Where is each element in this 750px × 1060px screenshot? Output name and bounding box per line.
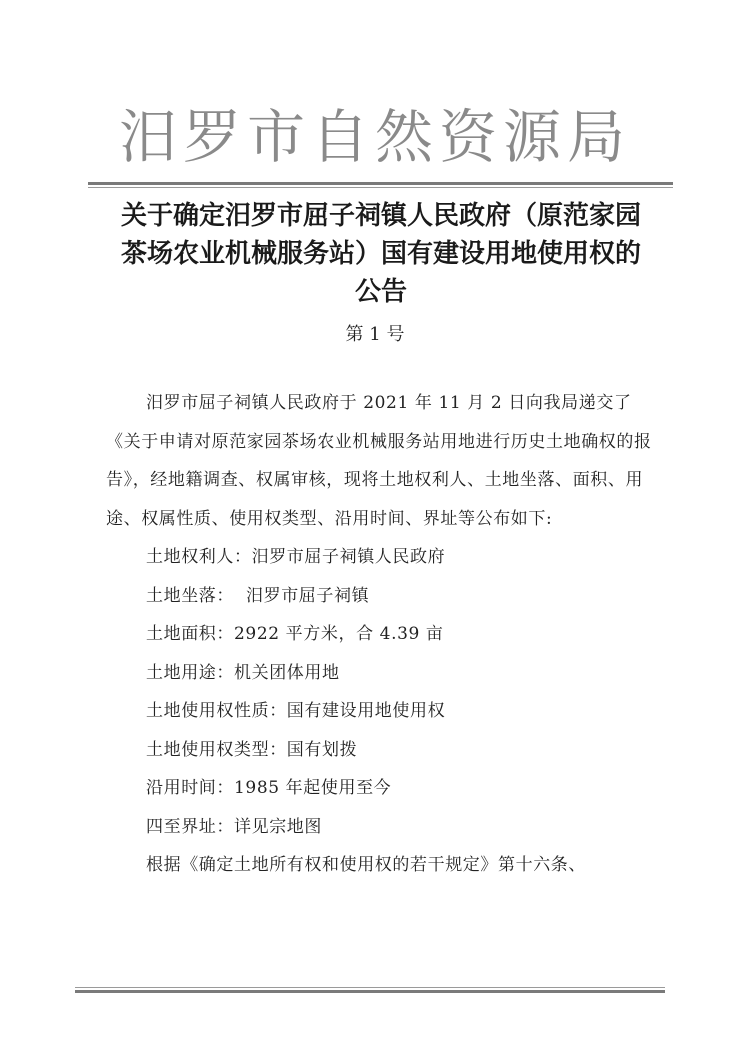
agency-masthead: 汨罗市自然资源局 xyxy=(118,103,631,171)
notice-title xyxy=(90,197,672,311)
intro-line: 汨罗市屈子祠镇人民政府于 2021 年 11 月 2 日向我局递交 xyxy=(146,393,614,413)
footer-divider-thin xyxy=(75,987,665,988)
closing-paragraph: 根据《确定土地所有权和使用权的若干规定》第十六条、 xyxy=(146,855,586,875)
footer-divider-thick xyxy=(75,990,665,993)
field-land-use: 土地用途：机关团体用地 xyxy=(146,662,340,683)
notice-title-line: 茶场农业机械服务站）国有建设用地使用权的 xyxy=(120,239,641,269)
notice-title-line: 公告 xyxy=(354,277,407,307)
header-divider-thick xyxy=(88,182,673,185)
field-land-area: 土地面积：2922 平方米，合 4.39 亩 xyxy=(146,624,444,644)
field-land-rights-holder: 土地权利人：汨罗市屈子祠镇人民政府 xyxy=(146,547,446,567)
header-divider-thin xyxy=(88,187,673,188)
intro-line: 了《关于申请对原范家园茶场农业机械服务站用地进行历史土 xyxy=(106,393,632,452)
intro-paragraph xyxy=(106,384,662,538)
intro-line: 土地坐落、面积、用途、权属性质、使用权类型、沿用时间、 xyxy=(106,470,644,529)
notice-number: 第 1 号 xyxy=(345,324,405,345)
field-usage-period: 沿用时间：1985 年起使用至今 xyxy=(146,778,392,798)
intro-line: 界址等公布如下: xyxy=(422,508,553,529)
notice-title-line: 关于确定汨罗市屈子祠镇人民政府（原范家园 xyxy=(120,201,641,231)
notice-body xyxy=(106,384,662,885)
field-land-location: 土地坐落： 汨罗市屈子祠镇 xyxy=(146,585,370,606)
intro-line: 地确权的报告》，经地籍调查、权属审核，现将土地权利人、 xyxy=(106,431,652,490)
field-boundaries: 四至界址：详见宗地图 xyxy=(146,816,322,837)
field-use-right-nature: 土地使用权性质：国有建设用地使用权 xyxy=(146,701,446,721)
field-use-right-type: 土地使用权类型：国有划拨 xyxy=(146,739,358,760)
